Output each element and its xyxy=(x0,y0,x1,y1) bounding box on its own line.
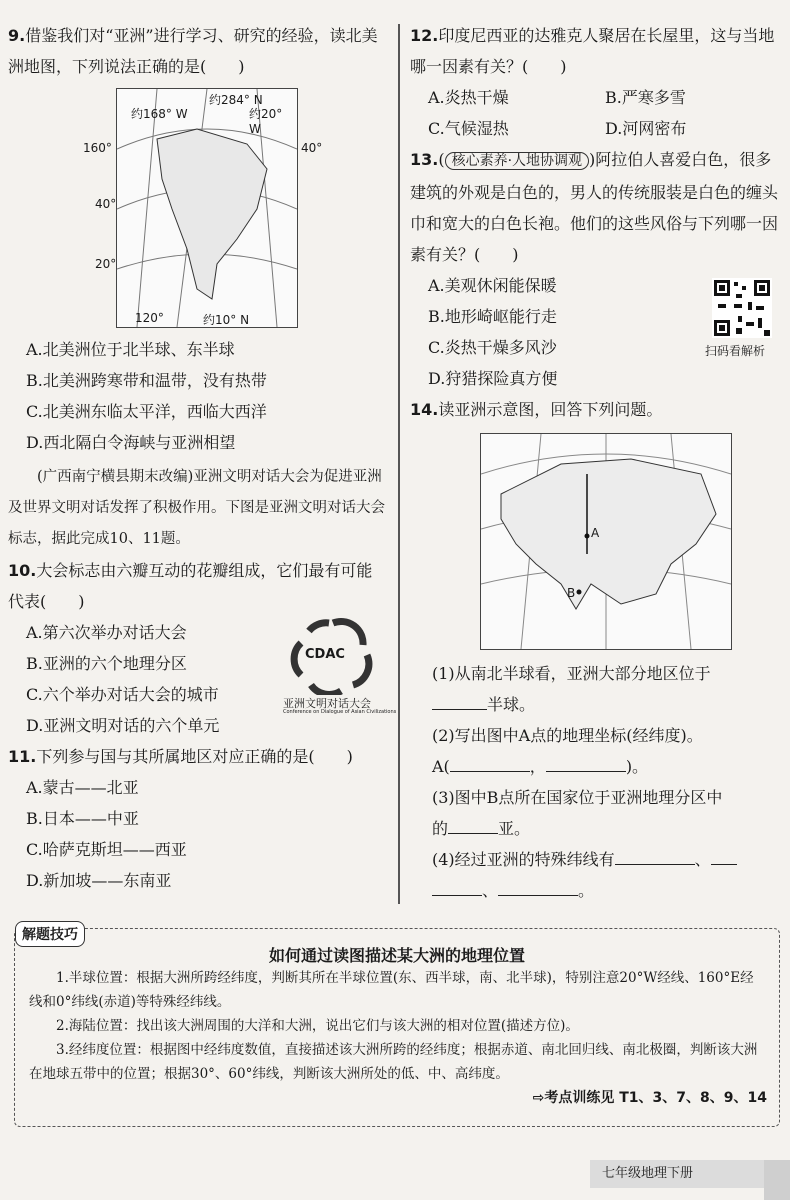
sub-text: 。 xyxy=(578,881,595,900)
tips-paragraph: 3.经纬度位置：根据图中经纬度数值，直接描述该大洲所跨的经纬度；根据赤道、南北回归线、南北极圈，判断该大洲在地球五带中的位置；根据30°、60°纬线，判断该大洲所处的低、中、高纬度。 xyxy=(29,1042,758,1082)
page-footer xyxy=(590,1160,767,1188)
option[interactable]: D.新加坡——东南亚 xyxy=(26,871,172,890)
answer-blank[interactable] xyxy=(450,753,530,772)
logo-subcaption: Conference on Dialogue of Asian Civilizations xyxy=(283,709,397,715)
question-12 xyxy=(410,20,782,82)
map-label: 约10° N xyxy=(203,313,250,327)
option[interactable]: A.北美洲位于北半球、东半球 xyxy=(26,340,235,359)
option[interactable]: B.北美洲跨寒带和温带，没有热带 xyxy=(26,371,267,390)
point-b-label: B xyxy=(567,586,576,600)
question-text: 读亚洲示意图，回答下列问题。 xyxy=(438,400,663,419)
question-text: 大会标志由六瓣互动的花瓣组成，它们最有可能代表( ) xyxy=(8,561,373,611)
question-number: 12. xyxy=(410,26,439,45)
asia-map xyxy=(480,433,732,650)
qr-code-icon[interactable] xyxy=(712,278,772,338)
answer-blank[interactable] xyxy=(546,753,626,772)
answer-blank[interactable] xyxy=(448,815,498,834)
sub-text: 、 xyxy=(482,881,499,900)
answer-blank[interactable] xyxy=(498,877,578,896)
option[interactable]: A.蒙古——北亚 xyxy=(26,778,139,797)
option[interactable]: D.亚洲文明对话的六个单元 xyxy=(26,716,220,735)
right-column xyxy=(410,20,782,906)
answer-blank[interactable] xyxy=(615,846,695,865)
map-label: 120° xyxy=(135,311,164,325)
tips-paragraph: 2.海陆位置：找出该大洲周围的大洋和大洲，说出它们与该大洲的相对位置(描述方位)。 xyxy=(56,1018,579,1034)
passage-intro: (广西南宁横县期末改编)亚洲文明对话大会为促进亚洲及世界文明对话发挥了积极作用。下图是亚洲文明对话大会标志，据此完成10、11题。 xyxy=(8,469,385,547)
sub-text: ， xyxy=(529,757,546,776)
column-divider xyxy=(398,24,400,904)
sub-text: 、 xyxy=(694,850,711,869)
sub-text: (2)写出图中A点的地理坐标(经纬度)。 xyxy=(432,726,703,745)
sub-text: 的 xyxy=(432,819,449,838)
question-13: 13.( 核心素养·人地协调观 )阿拉伯人喜爱白色，很多建筑的外观是白色的，男人的传统服装是白色的缠头巾和宽大的白色长袍。他们的这些风俗与下列哪一因素有关？( ) xyxy=(410,150,779,264)
tips-reference-link[interactable]: ⇨考点训练见 T1、3、7、8、9、14 xyxy=(532,1090,767,1106)
tips-title: 如何通过读图描述某大洲的地理位置 xyxy=(268,946,525,965)
book-title: 七年级地理下册 xyxy=(602,1166,694,1181)
option[interactable]: D.河网密布 xyxy=(605,119,687,138)
sub-text: )。 xyxy=(625,757,649,776)
sub-text: 亚。 xyxy=(498,819,531,838)
sub-text: (3)图中B点所在国家位于亚洲地理分区中 xyxy=(432,788,723,807)
question-number: 14. xyxy=(410,400,439,419)
logo-text: CDAC xyxy=(305,647,345,662)
qr-label: 扫码看解析 xyxy=(705,344,766,358)
qr-graphic xyxy=(712,278,772,338)
core-literacy-tag: 核心素养·人地协调观 xyxy=(445,152,589,170)
answer-blank[interactable] xyxy=(711,846,737,865)
option[interactable]: A.第六次举办对话大会 xyxy=(26,623,187,642)
question-text: 下列参与国与其所属地区对应正确的是( ) xyxy=(36,747,353,766)
tips-paragraph: 1.半球位置：根据大洲所跨经纬度，判断其所在半球位置(东、西半球，南、北半球)，特别注意20°W经线、160°E经线和0°纬线(赤道)等特殊经纬线。 xyxy=(29,970,754,1010)
sub-question-4 xyxy=(410,844,782,906)
question-number: 13. xyxy=(410,150,439,169)
option[interactable]: B.日本——中亚 xyxy=(26,809,139,828)
question-text: 阿拉伯人喜爱白色，很多建筑的外观是白色的，男人的传统服装是白色的缠头巾和宽大的白色长袍。他们的这些风俗与下列哪一因素有关？( ) xyxy=(410,150,779,264)
sub-text: (1)从南北半球看，亚洲大部分地区位于 xyxy=(432,664,711,683)
map-label: 20° xyxy=(95,257,117,271)
option[interactable]: C.哈萨克斯坦——西亚 xyxy=(26,840,187,859)
answer-blank[interactable] xyxy=(432,877,482,896)
question-number: 10. xyxy=(8,561,37,580)
question-number: 11. xyxy=(8,747,37,766)
map-label: 约284° N xyxy=(209,93,263,107)
option[interactable]: C.六个举办对话大会的城市 xyxy=(26,685,219,704)
option[interactable]: D.西北隔白令海峡与亚洲相望 xyxy=(26,433,236,452)
cdac-logo xyxy=(283,615,397,719)
page-corner xyxy=(764,1160,790,1200)
question-10 xyxy=(8,555,388,617)
map-graphic xyxy=(481,434,731,649)
sub-question-2 xyxy=(410,720,782,782)
question-text: 借鉴我们对“亚洲”进行学习、研究的经验，读北美洲地图，下列说法正确的是( ) xyxy=(8,26,378,76)
map-label: 160° xyxy=(83,141,112,155)
north-america-map xyxy=(83,88,323,328)
option[interactable]: C.气候湿热 xyxy=(428,119,509,138)
tips-box xyxy=(14,928,780,1127)
question-text: 印度尼西亚的达雅克人聚居在长屋里，这与当地哪一因素有关？( ) xyxy=(410,26,775,76)
sub-text: (4)经过亚洲的特殊纬线有 xyxy=(432,850,615,869)
option[interactable]: B.地形崎岖能行走 xyxy=(428,307,557,326)
sub-question-1 xyxy=(410,658,782,720)
tips-tag: 解题技巧 xyxy=(15,921,85,947)
question-number: 9. xyxy=(8,26,26,45)
answer-blank[interactable] xyxy=(432,691,487,710)
sub-text: A( xyxy=(432,757,450,776)
sub-question-3 xyxy=(410,782,782,844)
sub-text: 半球。 xyxy=(487,695,536,714)
question-14 xyxy=(410,394,782,425)
map-label: 40° xyxy=(95,197,117,211)
option[interactable]: D.狩猎探险真方便 xyxy=(428,369,558,388)
map-label: 约20° W xyxy=(249,107,283,136)
option[interactable]: C.北美洲东临太平洋，西临大西洋 xyxy=(26,402,267,421)
question-9 xyxy=(8,20,388,82)
option[interactable]: B.严寒多雪 xyxy=(605,88,686,107)
option[interactable]: A.炎热干燥 xyxy=(428,88,509,107)
point-a-label: A xyxy=(591,526,600,540)
left-column xyxy=(8,20,388,896)
option[interactable]: A.美观休闲能保暖 xyxy=(428,276,557,295)
map-label: 约168° W xyxy=(131,107,188,121)
option[interactable]: B.亚洲的六个地理分区 xyxy=(26,654,187,673)
map-label: 40° xyxy=(301,141,323,155)
option[interactable]: C.炎热干燥多风沙 xyxy=(428,338,557,357)
question-11 xyxy=(8,741,388,772)
logo-caption: 亚洲文明对话大会 xyxy=(283,697,371,710)
options-grid xyxy=(410,82,782,144)
